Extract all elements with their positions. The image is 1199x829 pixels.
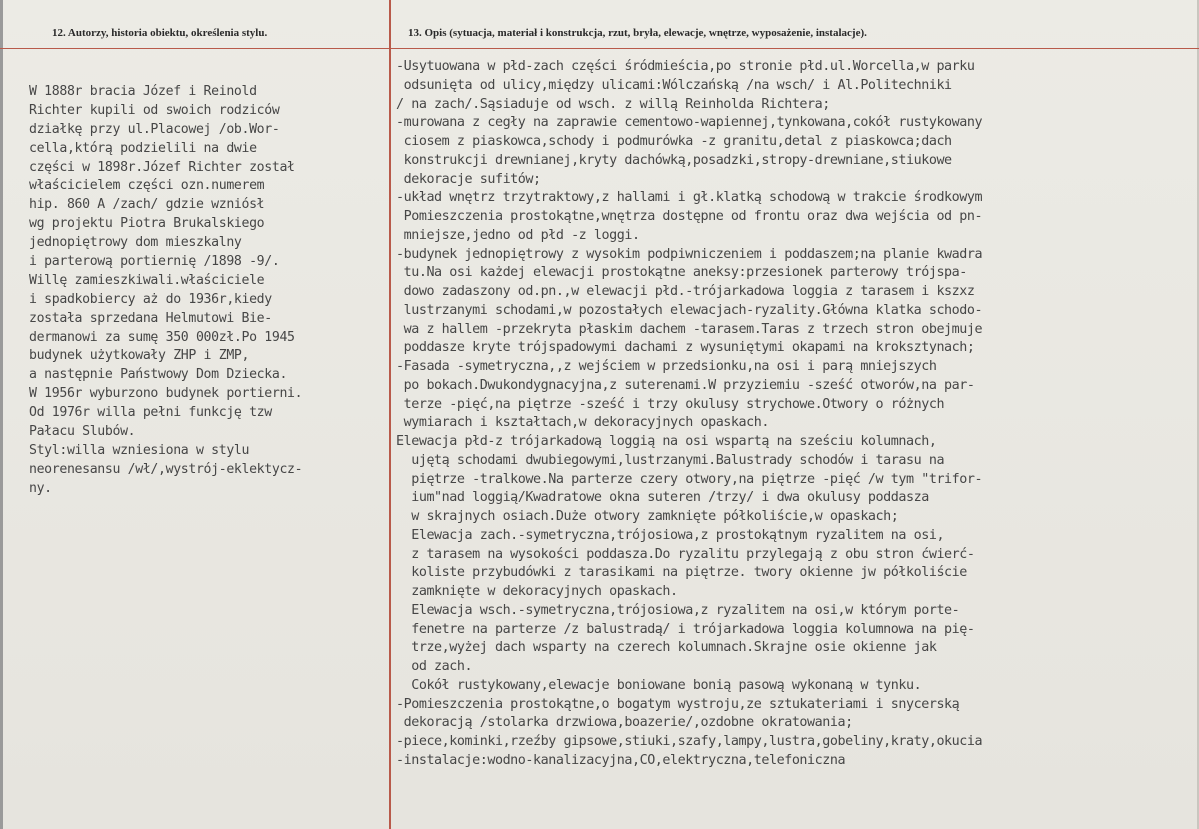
history-text-line: wg projektu Piotra Brukalskiego: [29, 216, 265, 232]
history-text-line: budynek użytkowały ZHP i ZMP,: [29, 348, 250, 364]
history-text-line: ny.: [29, 480, 52, 496]
description-text-line: -Pomieszczenia prostokątne,o bogatym wystroju,ze sztukateriami i snycerską: [396, 696, 960, 712]
history-text-line: Pałacu Slubów.: [29, 424, 136, 440]
page-edge-left: [0, 0, 3, 829]
history-text-line: neorenesansu /wł/,wystrój-eklektycz-: [29, 461, 303, 477]
description-text-line: od zach.: [396, 659, 473, 674]
history-text-line: części w 1898r.Józef Richter został: [29, 159, 295, 175]
history-text-line: hip. 860 A /zach/ gdzie wzniósł: [29, 197, 265, 213]
description-text-line: -instalacje:wodno-kanalizacyjna,CO,elektryczna,telefoniczna: [396, 752, 846, 768]
history-text-column: [29, 83, 302, 499]
description-text-line: dekoracje sufitów;: [396, 171, 541, 187]
description-text-line: -Fasada -symetryczna,,z wejściem w przedsionku,na osi i parą mniejszych: [396, 359, 937, 374]
description-text-line: fenetre na parterze /z balustradą/ i trójarkadowa loggia kolumnowa na pię-: [396, 621, 975, 637]
description-text-line: -układ wnętrz trzytraktowy,z hallami i gł.klatką schodową w trakcie środkowym: [396, 190, 983, 206]
history-text-line: właścicielem części ozn.numerem: [29, 178, 265, 194]
description-text-line: piętrze -tralkowe.Na parterze czery otwory,na piętrze -pięć /w tym "trifor-: [396, 471, 983, 487]
description-text-line: wymiarach i kształtach,w dekoracyjnych opaskach.: [396, 415, 769, 431]
history-text-line: jednopiętrowy dom mieszkalny: [29, 235, 242, 251]
history-text-line: dermanowi za sumę 350 000zł.Po 1945: [29, 329, 295, 345]
history-text-line: W 1956r wyburzono budynek portierni.: [29, 386, 303, 402]
description-text-line: -murowana z cegły na zaprawie cementowo-wapiennej,tynkowana,cokół rustykowany: [396, 115, 983, 131]
description-text-line: Pomieszczenia prostokątne,wnętrza dostępne od frontu oraz dwa wejścia od pn-: [396, 209, 983, 224]
description-text-line: lustrzanymi schodami,w pozostałych elewacjach-ryzality.Główna klatka schodo-: [396, 302, 983, 318]
description-text-line: mniejsze,jedno od płd -z loggi.: [396, 227, 640, 243]
description-text-line: ciosem z piaskowca,schody i podmurówka -z granitu,detal z piaskowca;dach: [396, 134, 952, 149]
history-text-line: W 1888r bracia Józef i Reinold: [29, 84, 257, 99]
description-text-line: zamknięte w dekoracyjnych opaskach.: [396, 584, 678, 599]
description-text-line: poddasze kryte trójspadowymi dachami z wysuniętymi okapami na kroksztynach;: [396, 340, 975, 356]
description-text-line: -budynek jednopiętrowy z wysokim podpiwniczeniem i poddaszem;na planie kwadra: [396, 246, 983, 262]
history-text-line: działkę przy ul.Placowej /ob.Wor-: [29, 121, 280, 137]
description-text-line: -Usytuowana w płd-zach części śródmieścia,po stronie płd.ul.Worcella,w parku: [396, 59, 975, 74]
description-text-line: Elewacja zach.-symetryczna,trójosiowa,z prostokątnym ryzalitem na osi,: [396, 527, 945, 543]
history-text-line: Styl:willa wzniesiona w stylu: [29, 442, 250, 458]
description-text-line: terze -pięć,na piętrze -sześć i trzy okulusy strychowe.Otwory o różnych: [396, 396, 945, 412]
history-text-line: i parterową portiernię /1898 -9/.: [29, 254, 280, 270]
description-text-line: dowo zadaszony od.pn.,w elewacji płd.-trójarkadowa loggia z tarasem i kszxz: [396, 284, 975, 299]
description-text-line: Cokół rustykowany,elewacje boniowane bonią pasową wykonaną w tynku.: [396, 677, 922, 693]
description-text-line: -piece,kominki,rzeźby gipsowe,stiuki,szafy,lampy,lustra,gobeliny,kraty,okucia: [396, 734, 983, 749]
section-13-header: 13. Opis (sytuacja, materiał i konstrukcja, rzut, bryła, elewacje, wnętrze, wyposażenie, instalacje).: [408, 27, 867, 39]
description-text-line: ium"nad loggią/Kwadratowe okna suteren /trzy/ i dwa okulusy poddasza: [396, 490, 929, 506]
history-text-line: a następnie Państwowy Dom Dziecka.: [29, 367, 288, 383]
description-text-column: [396, 58, 982, 771]
description-text-line: Elewacja wsch.-symetryczna,trójosiowa,z ryzalitem na osi,w którym porte-: [396, 602, 960, 618]
history-text-line: została sprzedana Helmutowi Bie-: [29, 310, 272, 326]
description-text-line: koliste przybudówki z tarasikami na piętrze. twory okienne jw półkoliście: [396, 565, 967, 581]
description-text-line: dekoracją /stolarka drzwiowa,boazerie/,ozdobne okratowania;: [396, 715, 853, 731]
history-text-line: i spadkobiercy aż do 1936r,kiedy: [29, 291, 272, 307]
description-text-line: wa z hallem -przekryta płaskim dachem -tarasem.Taras z trzech stron obejmuje: [396, 321, 983, 337]
description-text-line: z tarasem na wysokości poddasza.Do ryzalitu przylegają z obu stron ćwierć-: [396, 546, 975, 562]
section-12-header: 12. Autorzy, historia obiektu, określenia stylu.: [52, 27, 268, 39]
description-text-line: w skrajnych osiach.Duże otwory zamknięte półkoliście,w opaskach;: [396, 509, 899, 524]
history-text-line: Willę zamieszkiwali.właściciele: [29, 272, 265, 288]
description-text-line: ujętą schodami dwubiegowymi,lustrzanymi.Balustrady schodów i tarasu na: [396, 452, 945, 468]
description-text-line: Elewacja płd-z trójarkadową loggią na osi wspartą na sześciu kolumnach,: [396, 434, 937, 449]
description-text-line: trze,wyżej dach wsparty na czerech kolumnach.Skrajne osie okienne jak: [396, 640, 937, 656]
description-text-line: konstrukcji drewnianej,kryty dachówką,posadzki,stropy-drewniane,stiukowe: [396, 152, 952, 168]
description-text-line: odsunięta od ulicy,między ulicami:Wólczańską /na wsch/ i Al.Politechniki: [396, 77, 952, 93]
history-text-line: cella,którą podzielili na dwie: [29, 140, 257, 156]
column-divider: [389, 0, 391, 829]
history-text-line: Od 1976r willa pełni funkcję tzw: [29, 405, 272, 421]
history-text-line: Richter kupili od swoich rodziców: [29, 102, 280, 118]
description-text-line: tu.Na osi każdej elewacji prostokątne aneksy:przesionek parterowy trójspa-: [396, 265, 967, 281]
description-text-line: / na zach/.Sąsiaduje od wsch. z willą Reinholda Richtera;: [396, 96, 830, 112]
description-text-line: po bokach.Dwukondygnacyjna,z suterenami.W przyziemiu -sześć otworów,na par-: [396, 377, 975, 393]
header-rule: [0, 48, 1199, 49]
